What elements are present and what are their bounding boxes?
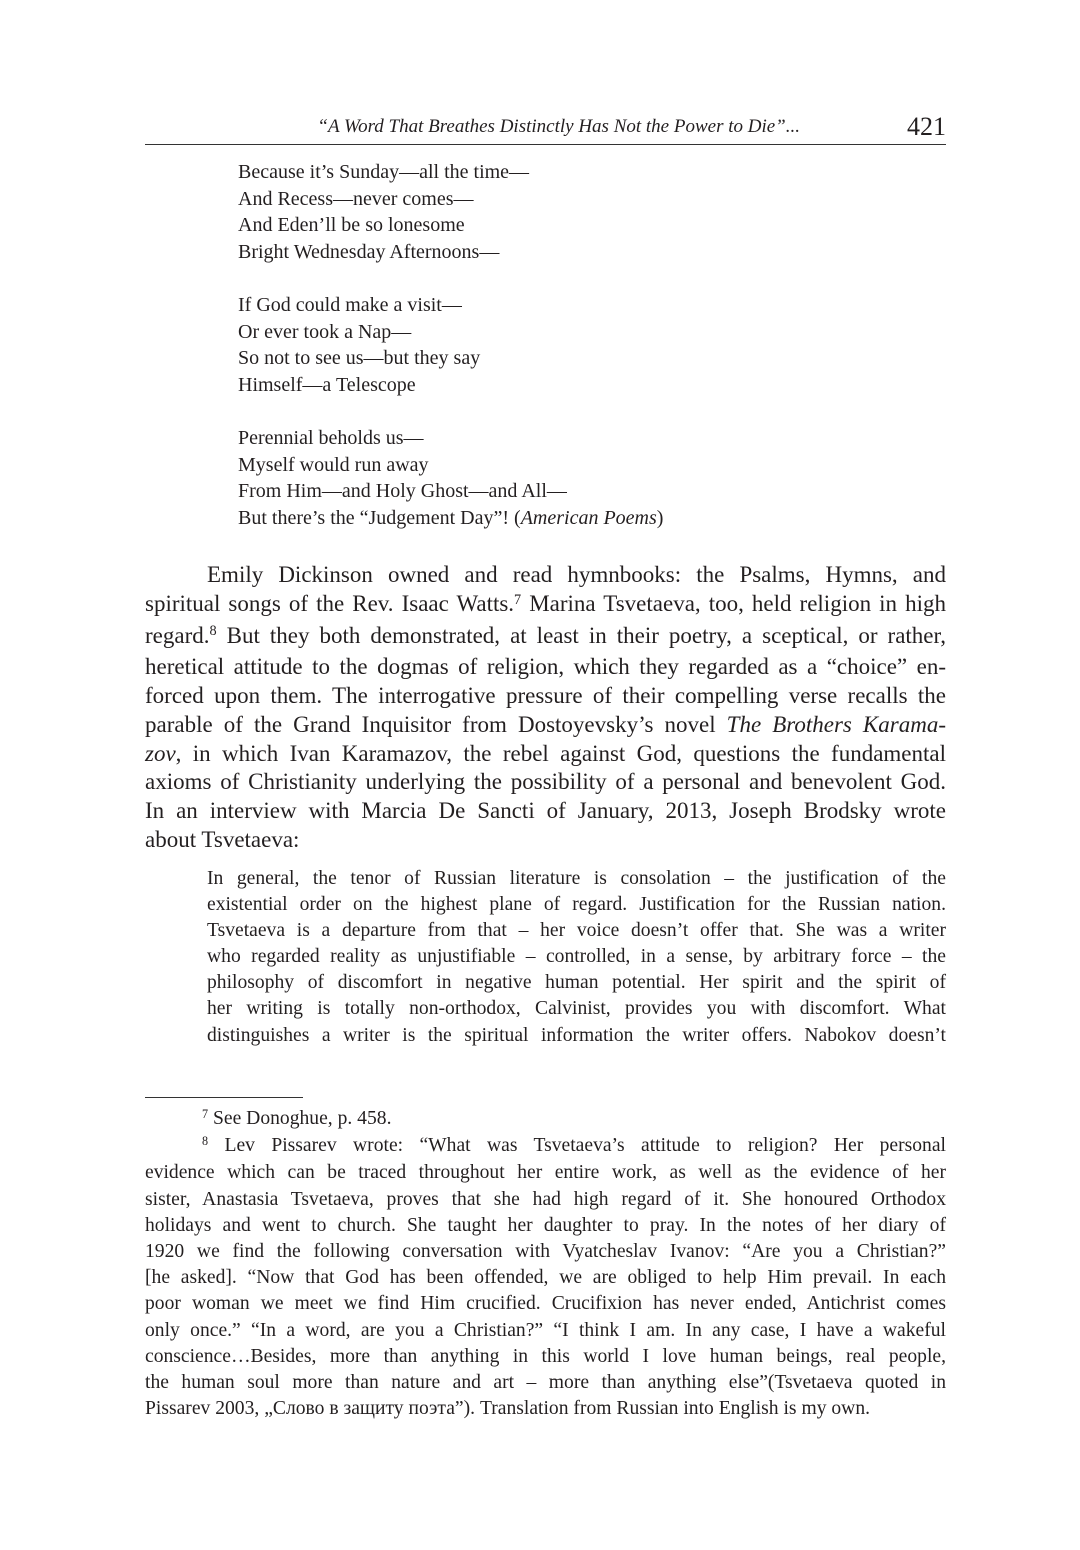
quote-line bbox=[207, 970, 946, 996]
body-line bbox=[145, 561, 946, 590]
footnotes-line bbox=[145, 1133, 946, 1160]
running-header bbox=[145, 112, 946, 145]
body-line bbox=[145, 797, 946, 826]
footnote-separator bbox=[145, 1097, 303, 1098]
italic-text: American Poems bbox=[520, 506, 657, 529]
text-run: only once.” “In a word, are you a Christian?” “I think I am. In any case, I have a wakeful bbox=[145, 1319, 946, 1341]
quote-line bbox=[207, 866, 946, 892]
poem-line bbox=[238, 265, 663, 292]
body-line bbox=[145, 711, 946, 740]
footnotes-line bbox=[145, 1265, 946, 1291]
poem-line bbox=[238, 159, 663, 186]
poem-line bbox=[238, 319, 663, 346]
poem-line bbox=[238, 425, 663, 452]
footnotes-line bbox=[145, 1318, 946, 1344]
text-run: But they both demonstrated, at least in their poetry, a sceptical, or rather, bbox=[216, 622, 946, 648]
poem-line bbox=[238, 292, 663, 319]
text-run: Tsvetaeva is a departure from that – her voice doesn’t offer that. She was a writer bbox=[207, 920, 946, 942]
text-run: sister, Anastasia Tsvetaeva, proves that she had high regard of it. She honoured Orthodox bbox=[145, 1188, 946, 1210]
text-run: about Tsvetaeva: bbox=[145, 826, 300, 852]
footnotes-line bbox=[145, 1370, 946, 1396]
text-run: evidence which can be traced throughout her entire work, as well as the evidence of her bbox=[145, 1162, 946, 1184]
text-run: Bright Wednesday Afternoons— bbox=[238, 240, 500, 263]
text-run: distinguishes a writer is the spiritual information the writer offers. Nabokov doesn’t bbox=[207, 1024, 946, 1046]
text-run: existential order on the highest plane of regard. Justification for the Russian nation. bbox=[207, 894, 946, 916]
text-run: From Him—and Holy Ghost—and All— bbox=[238, 480, 567, 503]
text-run: Marina Tsvetaeva, too, held religion in high bbox=[521, 590, 946, 616]
body-line bbox=[145, 622, 946, 654]
poem-line bbox=[238, 372, 663, 399]
text-run: Perennial beholds us— bbox=[238, 426, 424, 449]
footnotes-line bbox=[145, 1344, 946, 1370]
poem-line bbox=[238, 505, 663, 532]
poem-excerpt bbox=[238, 159, 663, 531]
text-run: Lev Pissarev wrote: “What was Tsvetaeva’s attitude to religion? Her personal bbox=[208, 1135, 946, 1157]
footnotes-line bbox=[145, 1291, 946, 1317]
footnote-marker[interactable]: 8 bbox=[209, 623, 217, 640]
text-run: 1920 we find the following conversation with Vyatcheslav Ivanov: “Are you a Christian?” bbox=[145, 1241, 946, 1263]
text-run: conscience…Besides, more than anything in this world I love human beings, real people, bbox=[145, 1345, 946, 1367]
footnotes-line bbox=[145, 1106, 946, 1133]
footnotes-line bbox=[145, 1160, 946, 1186]
footnotes-line bbox=[145, 1239, 946, 1265]
text-run: philosophy of discomfort in negative human potential. Her spirit and the spirit of bbox=[207, 972, 946, 994]
footnotes-line bbox=[145, 1187, 946, 1213]
block-quote bbox=[207, 866, 946, 1049]
footnote-marker[interactable]: 8 bbox=[202, 1134, 209, 1149]
text-run: her writing is totally non-orthodox, Calvinist, provides you with discomfort. What bbox=[207, 998, 946, 1020]
text-run: axioms of Christianity underlying the possibility of a personal and benevolent God. bbox=[145, 769, 946, 795]
poem-line bbox=[238, 452, 663, 479]
italic-text: The Brothers Karama- bbox=[726, 711, 946, 737]
quote-line bbox=[207, 996, 946, 1022]
text-run: the human soul more than nature and art – more than anything else”(Tsvetaeva quoted in bbox=[145, 1372, 946, 1394]
quote-line bbox=[207, 892, 946, 918]
text-run: [he asked]. “Now that God has been offended, we are obliged to help Him prevail. In each bbox=[145, 1267, 946, 1289]
text-run: And Recess—never comes— bbox=[238, 187, 474, 210]
text-run: Because it’s Sunday—all the time— bbox=[238, 161, 530, 183]
text-run: poor woman we meet we find Him crucified. Crucifixion has never ended, Antichrist comes bbox=[145, 1293, 946, 1315]
body-paragraph bbox=[145, 561, 946, 855]
poem-line bbox=[238, 478, 663, 505]
text-run: And Eden’ll be so lonesome bbox=[238, 214, 465, 237]
body-line bbox=[145, 740, 946, 769]
body-line bbox=[145, 682, 946, 711]
poem-line bbox=[238, 398, 663, 425]
text-run: Himself—a Telescope bbox=[238, 373, 416, 396]
text-run: See Donoghue, p. 458. bbox=[208, 1108, 392, 1129]
quote-line bbox=[207, 918, 946, 944]
text-run: So not to see us—but they say bbox=[238, 347, 481, 370]
text-run: ) bbox=[656, 506, 664, 529]
body-line bbox=[145, 768, 946, 797]
poem-line bbox=[238, 239, 663, 266]
footnotes bbox=[145, 1106, 946, 1422]
poem-line bbox=[238, 212, 663, 239]
text-run: regard. bbox=[145, 622, 210, 648]
text-run: Emily Dickinson owned and read hymnbooks: the Psalms, Hymns, and bbox=[207, 562, 946, 587]
quote-line bbox=[207, 1023, 946, 1049]
text-run: In general, the tenor of Russian literature is consolation – the justification of the bbox=[207, 868, 946, 889]
poem-line bbox=[238, 186, 663, 213]
text-run: spiritual songs of the Rev. Isaac Watts. bbox=[145, 590, 515, 616]
footnotes-line bbox=[145, 1213, 946, 1239]
text-run: , in which Ivan Karamazov, the rebel against God, questions the fundamental bbox=[175, 740, 946, 766]
page-number: 421 bbox=[907, 112, 946, 141]
text-run: holidays and went to church. She taught her daughter to pray. In the notes of her diary of bbox=[145, 1214, 946, 1236]
body-line bbox=[145, 653, 946, 682]
text-run: In an interview with Marcia De Sancti of January, 2013, Joseph Brodsky wrote bbox=[145, 798, 946, 823]
quote-line bbox=[207, 944, 946, 970]
text-run: heretical attitude to the dogmas of religion, which they regarded as a “choice” en- bbox=[145, 654, 946, 680]
italic-text: zov bbox=[145, 740, 176, 766]
footnotes-line bbox=[145, 1396, 946, 1422]
text-run: Or ever took a Nap— bbox=[238, 320, 412, 343]
text-run: Myself would run away bbox=[238, 453, 429, 476]
body-line bbox=[145, 590, 946, 622]
body-line bbox=[145, 826, 946, 855]
footnote-marker[interactable]: 7 bbox=[514, 591, 522, 608]
text-run: who regarded reality as unjustifiable – controlled, in a sense, by arbitrary force – the bbox=[207, 946, 946, 968]
poem-line bbox=[238, 345, 663, 372]
footnote-marker[interactable]: 7 bbox=[202, 1106, 209, 1121]
running-title: “A Word That Breathes Distinctly Has Not the Power to Die”... bbox=[317, 116, 800, 137]
text-run: forced upon them. The interrogative pressure of their compelling verse recalls the bbox=[145, 683, 946, 708]
text-run: Pissarev 2003, „Слово в защиту поэта”). Translation from Russian into English is my own. bbox=[145, 1398, 871, 1420]
text-run: But there’s the “Judgement Day”! ( bbox=[238, 506, 521, 529]
text-run: If God could make a visit— bbox=[238, 293, 462, 316]
text-run: parable of the Grand Inquisitor from Dostoyevsky’s novel bbox=[145, 711, 727, 737]
